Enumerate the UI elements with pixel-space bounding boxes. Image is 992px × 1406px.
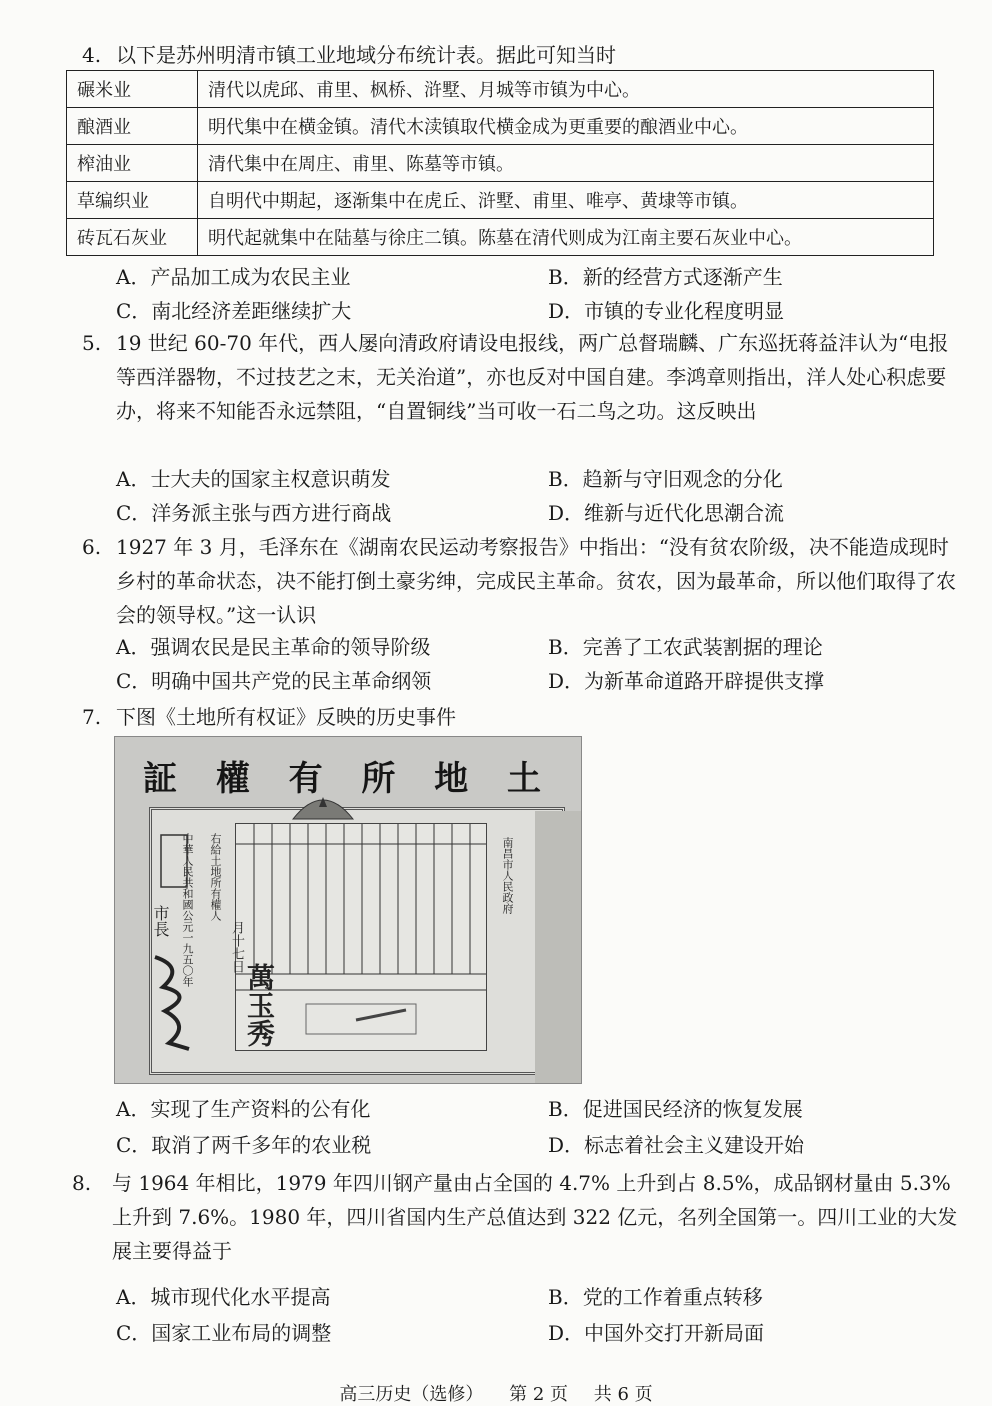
official-seal bbox=[159, 833, 189, 889]
question-4-stem: 以下是苏州明清市镇工业地域分布统计表。据此可知当时 bbox=[116, 43, 616, 67]
footer-subject: 高三历史（选修） bbox=[339, 1384, 484, 1405]
title-char: 地 bbox=[434, 759, 471, 799]
title-char: 証 bbox=[143, 759, 179, 799]
land-certificate-image bbox=[114, 736, 582, 1084]
q5-option-b[interactable]: B．趋新与守旧观念的分化 bbox=[548, 467, 783, 491]
question-8-stem: 与 1964 年相比，1979 年四川钢产量由占全国的 4.7% 上升到占 8.5%，成品钢材量由 5.3% 上升到 7.6%。1980 年，四川省国内生产总值达到 322 亿元，名列全国第一。四川工业的大发展主要得益于 bbox=[112, 1171, 958, 1263]
q6-option-b[interactable]: B．完善了工农武装割据的理论 bbox=[548, 635, 823, 659]
industry-cell: 榨油业 bbox=[67, 145, 198, 182]
desc-cell: 清代以虎邱、甫里、枫桥、浒墅、月城等市镇为中心。 bbox=[198, 71, 934, 108]
q5-option-d[interactable]: D．维新与近代化思潮合流 bbox=[548, 501, 785, 525]
desc-cell: 明代集中在横金镇。清代木渎镇取代横金成为更重要的酿酒业中心。 bbox=[198, 108, 934, 145]
question-6-stem: 1927 年 3 月，毛泽东在《湖南农民运动考察报告》中指出：“没有贫农阶级，决不能造成现时乡村的革命状态，决不能打倒土豪劣绅，完成民主革命。贫农，因为最革命，所以他们取得了农会的领导权。”这一认识 bbox=[116, 535, 956, 627]
table-row bbox=[67, 182, 934, 219]
national-emblem-icon bbox=[283, 787, 363, 827]
industry-cell: 碾米业 bbox=[67, 71, 198, 108]
desc-cell: 清代集中在周庄、甫里、陈墓等市镇。 bbox=[198, 145, 934, 182]
question-7-number: 7. bbox=[82, 705, 102, 729]
table-row bbox=[67, 219, 934, 256]
table-row bbox=[67, 71, 934, 108]
certificate-owner-name: 萬玉秀 bbox=[243, 963, 276, 1047]
question-5-stem: 19 世纪 60-70 年代，西人屡向清政府请设电报线，两广总督瑞麟、广东巡抚蒋益沣认为“电报等西洋器物，不过技艺之末，无关治道”，亦也反对中国自建。李鸿章则指出，洋人处心积虑要办，将来不知能否永远禁阻，“自置铜线”当可收一石二鸟之功。这反映出 bbox=[116, 331, 949, 423]
desc-cell: 明代起就集中在陆墓与徐庄二镇。陈墓在清代则成为江南主要石灰业中心。 bbox=[198, 219, 934, 256]
question-5-number: 5. bbox=[82, 331, 102, 355]
q6-option-a[interactable]: A．强调农民是民主革命的领导阶级 bbox=[116, 635, 431, 659]
certificate-month-day: 月十七日 bbox=[229, 921, 244, 973]
q6-option-c[interactable]: C．明确中国共产党的民主革命纲领 bbox=[116, 669, 432, 693]
certificate-republic-text: 中華人民共和國公元一九五〇年 bbox=[181, 833, 194, 987]
footer-total: 共 6 页 bbox=[593, 1384, 653, 1405]
table-row bbox=[67, 108, 934, 145]
certificate-mayor-label: 市長 bbox=[151, 905, 170, 937]
question-7-stem: 下图《土地所有权证》反映的历史事件 bbox=[116, 705, 456, 729]
certificate-edge-shadow bbox=[535, 811, 581, 1083]
q4-option-c[interactable]: C．南北经济差距继续扩大 bbox=[116, 299, 352, 323]
q8-option-a[interactable]: A．城市现代化水平提高 bbox=[116, 1285, 331, 1309]
certificate-left-text: 右給土地所有權人 bbox=[209, 833, 222, 921]
q5-option-a[interactable]: A．士大夫的国家主权意识萌发 bbox=[116, 467, 391, 491]
footer-page: 第 2 页 bbox=[509, 1384, 568, 1405]
q8-option-c[interactable]: C．国家工业布局的调整 bbox=[116, 1321, 332, 1345]
question-8-number: 8. bbox=[72, 1171, 92, 1195]
certificate-issuer: 南昌市人民政府 bbox=[501, 837, 514, 914]
q8-option-d[interactable]: D．中国外交打开新局面 bbox=[548, 1321, 765, 1345]
desc-cell: 自明代中期起，逐渐集中在虎丘、浒墅、甫里、唯亭、黄埭等市镇。 bbox=[198, 182, 934, 219]
q8-option-b[interactable]: B．党的工作着重点转移 bbox=[548, 1285, 763, 1309]
industry-cell: 砖瓦石灰业 bbox=[67, 219, 198, 256]
title-char: 有 bbox=[288, 759, 325, 799]
page-footer bbox=[0, 1380, 992, 1406]
question-4-table bbox=[66, 70, 934, 256]
industry-cell: 酿酒业 bbox=[67, 108, 198, 145]
q7-option-a[interactable]: A．实现了生产资料的公有化 bbox=[116, 1097, 371, 1121]
question-6-number: 6. bbox=[82, 535, 102, 559]
question-4-number: 4. bbox=[82, 43, 102, 67]
q7-option-d[interactable]: D．标志着社会主义建设开始 bbox=[548, 1133, 805, 1157]
title-char: 所 bbox=[361, 759, 398, 799]
title-char: 土 bbox=[506, 759, 543, 799]
q6-option-d[interactable]: D．为新革命道路开辟提供支撑 bbox=[548, 669, 825, 693]
title-char: 權 bbox=[215, 759, 252, 799]
industry-cell: 草编织业 bbox=[67, 182, 198, 219]
mayor-signature bbox=[145, 947, 201, 1057]
q7-option-b[interactable]: B．促进国民经济的恢复发展 bbox=[548, 1097, 803, 1121]
q4-option-b[interactable]: B．新的经营方式逐渐产生 bbox=[548, 265, 783, 289]
q4-option-d[interactable]: D．市镇的专业化程度明显 bbox=[548, 299, 785, 323]
q4-option-a[interactable]: A．产品加工成为农民主业 bbox=[116, 265, 351, 289]
table-row bbox=[67, 145, 934, 182]
q5-option-c[interactable]: C．洋务派主张与西方进行商战 bbox=[116, 501, 392, 525]
q7-option-c[interactable]: C．取消了两千多年的农业税 bbox=[116, 1133, 372, 1157]
